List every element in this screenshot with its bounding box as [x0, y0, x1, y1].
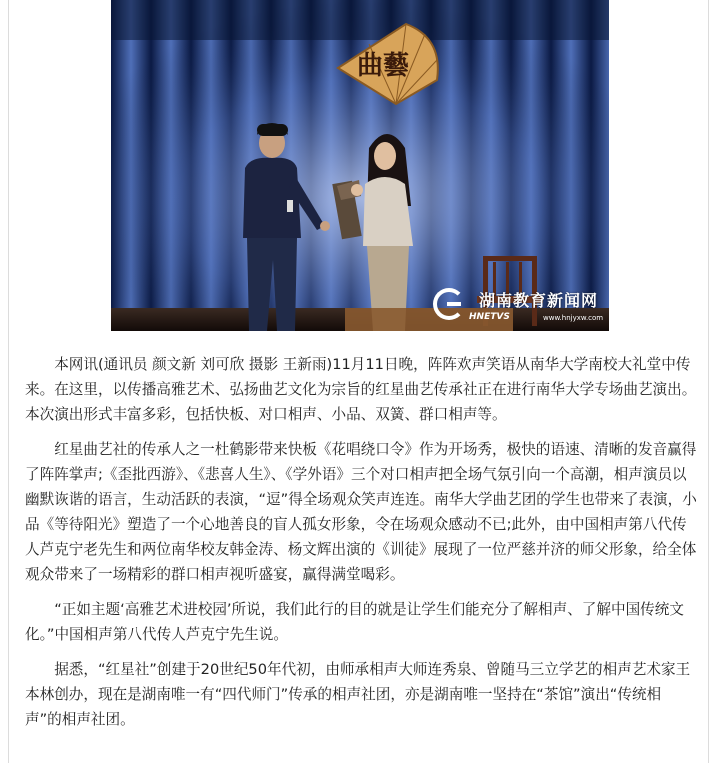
article-paragraph: 红星曲艺社的传承人之一杜鹤影带来快板《花唱绕口令》作为开场秀，极快的语速、清晰的发音赢得了阵阵掌声;《歪批西游》、《悲喜人生》、《学外语》三个对口相声把全场气氛引向一个高潮，相声演员以幽默诙谐的语言，生动活跃的表演，“逗”得全场观众笑声连连。南华大学曲艺团的学生也带来了表演，小品《等待阳光》塑造了一个心地善良的盲人孤女形象，令在场观众感动不已;此外，由中国相声第八代传人芦克宁老先生和两位南华校友韩金涛、杨文辉出演的《训徒》展现了一位严慈并济的师父形象，给全体观众带来了一场精彩的群口相声视听盛宴，赢得满堂喝彩。 — [25, 441, 697, 583]
watermark-brand: 湖南教育新闻网 — [479, 291, 599, 310]
article-paragraph: 据悉，“红星社”创建于20世纪50年代初，由师承相声大师连秀泉、曾随马三立学艺的相声艺术家王本林创办，现在是湖南唯一有“四代师门”传承的相声社团，亦是湖南唯一坚持在“茶馆”演出“传统相声”的相声社团。 — [25, 661, 691, 728]
right-border — [708, 0, 709, 763]
article-body — [25, 352, 697, 742]
watermark-brand-en: HNETVS — [469, 312, 510, 322]
watermark-url: www.hnjyxw.com — [543, 314, 604, 322]
article-paragraph: “正如主题‘高雅艺术进校园’所说，我们此行的目的就是让学生们能充分了解相声、了解中国传统文化。”中国相声第八代传人芦克宁先生说。 — [25, 601, 684, 643]
site-watermark — [433, 286, 608, 326]
watermark-logo-bar — [447, 302, 461, 306]
stage-photo — [111, 0, 609, 331]
article-paragraph: 本网讯(通讯员 颜文新 刘可欣 摄影 王新雨)11月11日晚，阵阵欢声笑语从南华大学南校大礼堂中传来。在这里，以传播高雅艺术、弘扬曲艺文化为宗旨的红星曲艺传承社正在进行南华大学专场曲艺演出。本次演出形式丰富多彩，包括快板、对口相声、小品、双簧、群口相声等。 — [25, 356, 697, 423]
fan-sign-text: 曲藝 — [356, 51, 410, 81]
left-border — [8, 0, 9, 763]
stage-scene — [111, 0, 609, 331]
